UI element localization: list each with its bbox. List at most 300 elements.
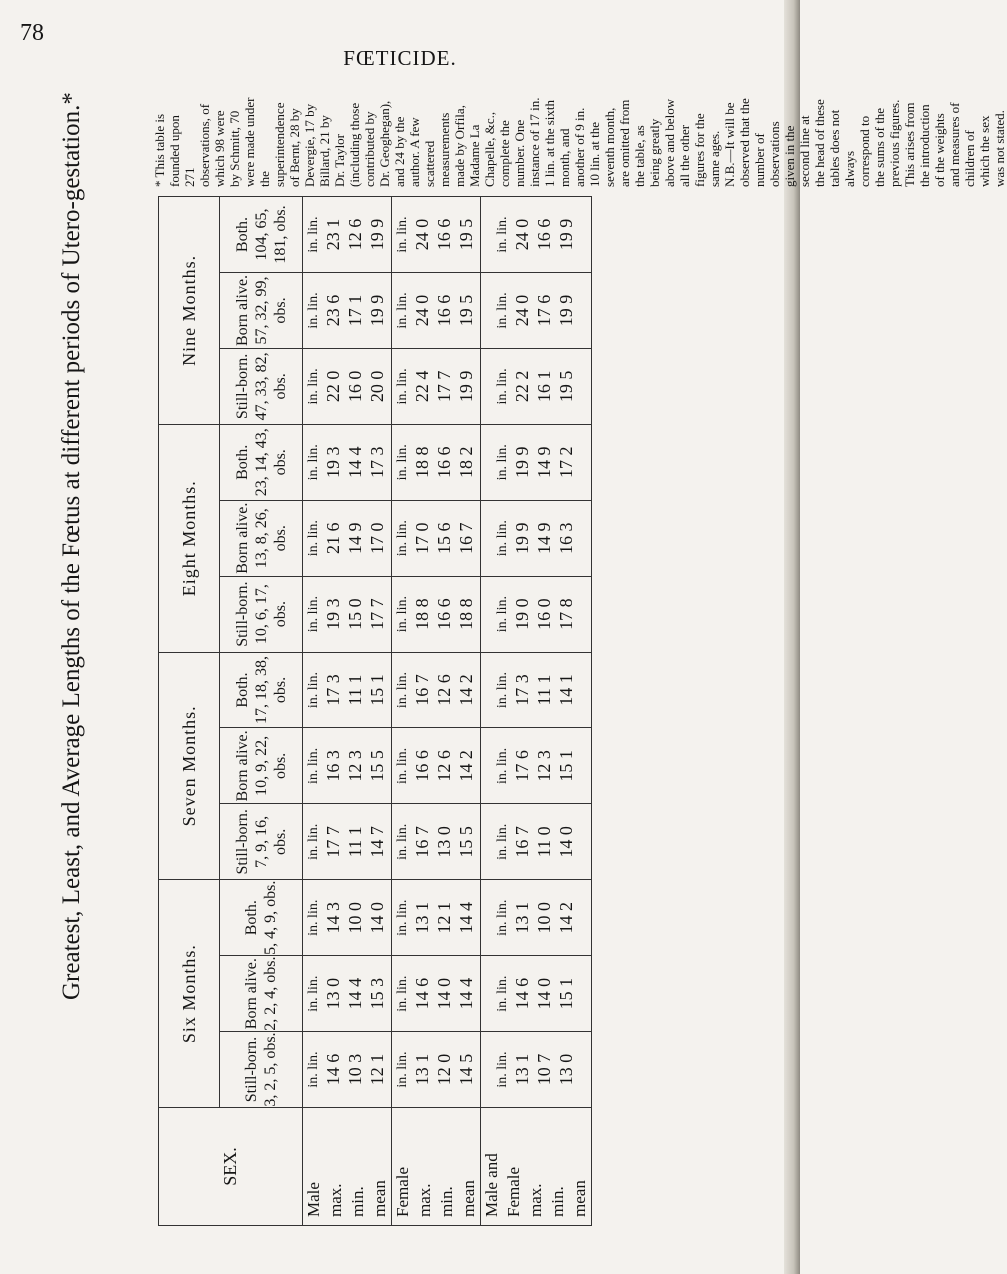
inches-value: 16 bbox=[412, 687, 432, 706]
inches-value: 18 bbox=[456, 611, 476, 630]
measurement-cell bbox=[392, 273, 481, 349]
lines-value: 0 bbox=[412, 522, 432, 532]
unit-lin: lin. bbox=[306, 671, 321, 691]
inches-value: 13 bbox=[512, 915, 532, 934]
inches-value: 15 bbox=[367, 763, 387, 782]
observation-count: 13, 8, 26, obs. bbox=[252, 508, 289, 569]
lines-value: 0 bbox=[434, 1053, 454, 1063]
lines-value: 3 bbox=[323, 750, 343, 760]
unit-in: in. bbox=[306, 390, 321, 405]
inches-value: 21 bbox=[323, 535, 343, 554]
unit-lin: lin. bbox=[495, 975, 510, 994]
unit-lin: lin. bbox=[395, 596, 410, 615]
lines-value: 7 bbox=[412, 674, 432, 684]
inches-value: 14 bbox=[323, 1067, 343, 1086]
inches-value: 19 bbox=[512, 460, 532, 479]
column-header bbox=[220, 500, 303, 576]
measurement-cell bbox=[303, 424, 392, 500]
inches-value: 18 bbox=[412, 460, 432, 479]
measurement-cell bbox=[481, 424, 592, 500]
inches-value: 23 bbox=[323, 232, 343, 251]
measurement-cell bbox=[303, 576, 392, 652]
sex-row-label bbox=[392, 1108, 481, 1226]
observation-count: 5, 4, 9, obs. bbox=[262, 880, 279, 955]
inches-value: 11 bbox=[345, 688, 365, 706]
lines-value: 2 bbox=[456, 674, 476, 684]
inches-value: 12 bbox=[367, 1067, 387, 1086]
inches-value: 12 bbox=[434, 763, 454, 782]
stat-label: min. bbox=[548, 1186, 567, 1217]
lines-value: 7 bbox=[534, 1053, 554, 1063]
unit-lin: lin. bbox=[495, 671, 510, 691]
unit-lin: lin. bbox=[306, 975, 321, 994]
unit-in: in. bbox=[495, 541, 510, 557]
measurement-cell bbox=[392, 500, 481, 576]
lines-value: 0 bbox=[534, 598, 554, 608]
lines-value: 2 bbox=[556, 901, 576, 911]
measurement-cell bbox=[303, 348, 392, 424]
inches-value: 17 bbox=[367, 611, 387, 630]
lines-value: 9 bbox=[345, 522, 365, 532]
lines-value: 6 bbox=[434, 750, 454, 760]
sex-name: Male bbox=[304, 1182, 323, 1217]
unit-lin: lin. bbox=[495, 520, 510, 539]
lines-value: 0 bbox=[512, 598, 532, 608]
lines-value: 1 bbox=[512, 901, 532, 911]
stat-label: max. bbox=[326, 1183, 345, 1217]
inches-value: 16 bbox=[412, 839, 432, 858]
lines-value: 0 bbox=[412, 294, 432, 304]
inches-value: 16 bbox=[512, 839, 532, 858]
lines-value: 4 bbox=[456, 901, 476, 911]
unit-in: in. bbox=[306, 693, 321, 709]
column-header bbox=[220, 956, 303, 1032]
observation-count: 10, 9, 22, obs. bbox=[252, 735, 289, 796]
stat-label: mean bbox=[370, 1180, 389, 1217]
unit-in: in. bbox=[306, 466, 321, 481]
lines-value: 6 bbox=[412, 750, 432, 760]
lines-value: 0 bbox=[412, 218, 432, 228]
lines-value: 1 bbox=[345, 826, 365, 836]
unit-in: in. bbox=[495, 238, 510, 253]
lines-value: 2 bbox=[456, 446, 476, 456]
footnote-sources: * This table is founded upon 271 observations, of which 98 were by Schmitt, 70 were made under the superintendence of Bernt, 28 by Devergie, 17 by Billard, 21 by Dr. Taylor (including those contributed by Dr. Geoghegan), and 24 by the author. A few scattered measurements made by Orfila, Madame La Chapelle, &c., complete the number. One instance of 17 in. 1 lin. at the sixth month, and another of 9 in. 10 lin. at the seventh month, are omitted from the table, as being greatly above and below all the other figures for the same ages. bbox=[152, 97, 722, 187]
inches-value: 14 bbox=[556, 687, 576, 706]
measurement-cell bbox=[303, 500, 392, 576]
inches-value: 17 bbox=[323, 839, 343, 858]
inches-value: 14 bbox=[456, 687, 476, 706]
column-header bbox=[220, 576, 303, 652]
measurement-cell bbox=[303, 1032, 392, 1108]
lines-value: 4 bbox=[412, 370, 432, 380]
unit-lin: lin. bbox=[306, 444, 321, 463]
unit-lin: lin. bbox=[306, 823, 321, 843]
lines-value: 1 bbox=[412, 901, 432, 911]
inches-value: 19 bbox=[456, 384, 476, 403]
observation-count: 104, 65, 181, obs. bbox=[252, 205, 289, 264]
unit-lin: lin. bbox=[495, 216, 510, 235]
lines-value: 3 bbox=[323, 901, 343, 911]
inches-value: 19 bbox=[367, 308, 387, 327]
lines-value: 9 bbox=[556, 218, 576, 228]
lines-value: 1 bbox=[556, 750, 576, 760]
lines-value: 0 bbox=[434, 826, 454, 836]
measurement-cell bbox=[481, 576, 592, 652]
observation-count: 23, 14, 43, obs. bbox=[252, 428, 289, 497]
unit-in: in. bbox=[395, 541, 410, 557]
lines-value: 1 bbox=[367, 1053, 387, 1063]
lines-value: 6 bbox=[512, 750, 532, 760]
stat-label: mean bbox=[459, 1180, 478, 1217]
unit-in: in. bbox=[306, 1073, 321, 1088]
column-type: Still-born. bbox=[243, 1036, 260, 1103]
measurement-cell bbox=[392, 424, 481, 500]
inches-value: 13 bbox=[323, 991, 343, 1010]
lines-value: 3 bbox=[367, 977, 387, 987]
sex-name: Male and Female bbox=[482, 1153, 523, 1217]
inches-value: 14 bbox=[456, 991, 476, 1010]
unit-lin: lin. bbox=[395, 368, 410, 387]
unit-in: in. bbox=[495, 997, 510, 1012]
column-type: Still-born. bbox=[233, 581, 251, 647]
unit-lin: lin. bbox=[395, 747, 410, 767]
column-type: Both. bbox=[233, 444, 251, 480]
running-head: FŒTICIDE. bbox=[343, 46, 457, 70]
inches-value: 16 bbox=[534, 232, 554, 251]
inches-value: 17 bbox=[512, 763, 532, 782]
observation-count: 3, 2, 5, obs. bbox=[262, 1032, 279, 1107]
inches-value: 14 bbox=[512, 991, 532, 1010]
inches-value: 14 bbox=[345, 535, 365, 554]
lines-value: 2 bbox=[556, 446, 576, 456]
lines-value: 3 bbox=[556, 522, 576, 532]
inches-value: 14 bbox=[534, 460, 554, 479]
column-header bbox=[220, 880, 303, 956]
foetus-length-table bbox=[158, 196, 592, 1226]
group-header: Nine Months. bbox=[159, 197, 220, 425]
column-header bbox=[220, 197, 303, 273]
unit-in: in. bbox=[306, 997, 321, 1012]
lines-value: 6 bbox=[434, 598, 454, 608]
unit-lin: lin. bbox=[495, 368, 510, 387]
inches-value: 14 bbox=[534, 991, 554, 1010]
stat-label: mean bbox=[570, 1180, 589, 1217]
measurement-cell bbox=[392, 348, 481, 424]
unit-in: in. bbox=[495, 314, 510, 329]
footnotes bbox=[152, 97, 1007, 187]
column-type: Both. bbox=[233, 216, 251, 253]
unit-lin: lin. bbox=[306, 292, 321, 311]
inches-value: 22 bbox=[323, 384, 343, 403]
unit-in: in. bbox=[395, 1073, 410, 1088]
lines-value: 9 bbox=[456, 370, 476, 380]
inches-value: 12 bbox=[434, 1067, 454, 1086]
inches-value: 11 bbox=[534, 688, 554, 706]
measurement-cell bbox=[481, 500, 592, 576]
inches-value: 10 bbox=[534, 915, 554, 934]
unit-lin: lin. bbox=[306, 520, 321, 539]
lines-value: 1 bbox=[434, 901, 454, 911]
lines-value: 5 bbox=[367, 750, 387, 760]
lines-value: 4 bbox=[456, 977, 476, 987]
lines-value: 6 bbox=[534, 218, 554, 228]
inches-value: 15 bbox=[367, 991, 387, 1010]
unit-lin: lin. bbox=[495, 596, 510, 615]
inches-value: 16 bbox=[556, 535, 576, 554]
observation-count: 10, 6, 17, obs. bbox=[252, 584, 289, 645]
inches-value: 19 bbox=[512, 535, 532, 554]
lines-value: 3 bbox=[323, 446, 343, 456]
lines-value: 0 bbox=[345, 370, 365, 380]
inches-value: 10 bbox=[345, 915, 365, 934]
measurement-cell bbox=[481, 880, 592, 956]
unit-in: in. bbox=[395, 693, 410, 709]
inches-value: 12 bbox=[434, 915, 454, 934]
inches-value: 15 bbox=[456, 839, 476, 858]
inches-value: 14 bbox=[456, 1067, 476, 1086]
lines-value: 0 bbox=[323, 370, 343, 380]
unit-in: in. bbox=[395, 238, 410, 253]
inches-value: 14 bbox=[456, 763, 476, 782]
inches-value: 13 bbox=[556, 1067, 576, 1086]
observation-count: 2, 2, 4, obs. bbox=[262, 956, 279, 1031]
measurement-cell bbox=[392, 956, 481, 1032]
column-type: Born alive. bbox=[233, 274, 251, 347]
stat-label: min. bbox=[348, 1186, 367, 1217]
lines-value: 6 bbox=[434, 294, 454, 304]
lines-value: 6 bbox=[434, 522, 454, 532]
unit-lin: lin. bbox=[495, 899, 510, 918]
unit-lin: lin. bbox=[306, 747, 321, 767]
unit-in: in. bbox=[306, 769, 321, 785]
lines-value: 8 bbox=[556, 598, 576, 608]
lines-value: 0 bbox=[323, 977, 343, 987]
lines-value: 0 bbox=[367, 370, 387, 380]
lines-value: 3 bbox=[345, 750, 365, 760]
lines-value: 3 bbox=[534, 750, 554, 760]
inches-value: 15 bbox=[345, 611, 365, 630]
inches-value: 14 bbox=[434, 991, 454, 1010]
inches-value: 16 bbox=[323, 763, 343, 782]
inches-value: 17 bbox=[323, 687, 343, 706]
unit-in: in. bbox=[495, 466, 510, 481]
inches-value: 16 bbox=[345, 384, 365, 403]
unit-lin: lin. bbox=[306, 899, 321, 918]
column-type: Still-born. bbox=[233, 809, 251, 875]
observation-count: 17, 18, 38, obs. bbox=[252, 656, 289, 725]
inches-value: 15 bbox=[556, 763, 576, 782]
lines-value: 7 bbox=[367, 826, 387, 836]
column-header bbox=[220, 652, 303, 728]
inches-value: 14 bbox=[323, 915, 343, 934]
lines-value: 7 bbox=[323, 826, 343, 836]
lines-value: 0 bbox=[556, 1053, 576, 1063]
inches-value: 16 bbox=[434, 232, 454, 251]
inches-value: 19 bbox=[456, 232, 476, 251]
lines-value: 6 bbox=[323, 522, 343, 532]
measurement-cell bbox=[392, 652, 481, 728]
unit-in: in. bbox=[395, 845, 410, 860]
lines-value: 5 bbox=[456, 826, 476, 836]
measurement-cell bbox=[392, 197, 481, 273]
lines-value: 0 bbox=[345, 901, 365, 911]
lines-value: 7 bbox=[434, 370, 454, 380]
lines-value: 0 bbox=[556, 826, 576, 836]
unit-lin: lin. bbox=[395, 292, 410, 311]
measurement-cell bbox=[481, 652, 592, 728]
lines-value: 0 bbox=[434, 977, 454, 987]
lines-value: 6 bbox=[534, 294, 554, 304]
group-header: Eight Months. bbox=[159, 424, 220, 652]
inches-value: 13 bbox=[412, 1067, 432, 1086]
lines-value: 1 bbox=[367, 674, 387, 684]
inches-value: 19 bbox=[367, 232, 387, 251]
unit-in: in. bbox=[495, 845, 510, 860]
unit-in: in. bbox=[306, 238, 321, 253]
unit-in: in. bbox=[306, 541, 321, 557]
lines-value: 5 bbox=[456, 218, 476, 228]
lines-value: 9 bbox=[367, 218, 387, 228]
column-header bbox=[220, 804, 303, 880]
column-header bbox=[220, 1032, 303, 1108]
rotated-table-block bbox=[152, 96, 1007, 1232]
observation-count: 57, 32, 99, obs. bbox=[252, 276, 289, 345]
column-type: Both. bbox=[243, 900, 260, 936]
lines-value: 9 bbox=[512, 446, 532, 456]
inches-value: 14 bbox=[367, 839, 387, 858]
unit-lin: lin. bbox=[495, 823, 510, 843]
measurement-cell bbox=[303, 197, 392, 273]
lines-value: 0 bbox=[534, 977, 554, 987]
inches-value: 14 bbox=[367, 915, 387, 934]
inches-value: 10 bbox=[345, 1067, 365, 1086]
inches-value: 19 bbox=[456, 308, 476, 327]
unit-in: in. bbox=[306, 921, 321, 936]
inches-value: 17 bbox=[412, 535, 432, 554]
column-header bbox=[220, 273, 303, 349]
inches-value: 14 bbox=[345, 460, 365, 479]
lines-value: 1 bbox=[345, 674, 365, 684]
stat-label: min. bbox=[437, 1186, 456, 1217]
sex-row-label bbox=[481, 1108, 592, 1226]
lines-value: 1 bbox=[556, 674, 576, 684]
table-caption: Greatest, Least, and Average Lengths of the Fœtus at different periods of Utero-gestation.* bbox=[58, 92, 85, 1000]
lines-value: 3 bbox=[323, 674, 343, 684]
measurement-cell bbox=[481, 728, 592, 804]
lines-value: 5 bbox=[556, 370, 576, 380]
lines-value: 0 bbox=[367, 901, 387, 911]
inches-value: 12 bbox=[534, 763, 554, 782]
measurement-cell bbox=[303, 273, 392, 349]
lines-value: 1 bbox=[323, 218, 343, 228]
inches-value: 15 bbox=[556, 991, 576, 1010]
inches-value: 15 bbox=[367, 687, 387, 706]
inches-value: 13 bbox=[512, 1067, 532, 1086]
observation-count: 7, 9, 16, obs. bbox=[252, 815, 289, 868]
lines-value: 3 bbox=[323, 598, 343, 608]
lines-value: 7 bbox=[456, 522, 476, 532]
lines-value: 3 bbox=[345, 1053, 365, 1063]
inches-value: 17 bbox=[367, 535, 387, 554]
inches-value: 17 bbox=[556, 460, 576, 479]
inches-value: 14 bbox=[534, 535, 554, 554]
unit-lin: lin. bbox=[306, 368, 321, 387]
unit-lin: lin. bbox=[495, 747, 510, 767]
lines-value: 6 bbox=[323, 1053, 343, 1063]
unit-lin: lin. bbox=[306, 596, 321, 615]
unit-in: in. bbox=[306, 314, 321, 329]
measurement-cell bbox=[481, 804, 592, 880]
lines-value: 6 bbox=[512, 977, 532, 987]
inches-value: 22 bbox=[412, 384, 432, 403]
group-header: Seven Months. bbox=[159, 652, 220, 880]
inches-value: 18 bbox=[412, 611, 432, 630]
lines-value: 7 bbox=[412, 826, 432, 836]
lines-value: 8 bbox=[412, 598, 432, 608]
inches-value: 24 bbox=[412, 308, 432, 327]
lines-value: 0 bbox=[512, 294, 532, 304]
column-type: Still-born. bbox=[233, 353, 251, 420]
lines-value: 9 bbox=[534, 446, 554, 456]
column-type: Born alive. bbox=[233, 730, 251, 802]
measurement-cell bbox=[392, 804, 481, 880]
unit-in: in. bbox=[495, 1073, 510, 1088]
measurement-cell bbox=[392, 1032, 481, 1108]
lines-value: 0 bbox=[512, 218, 532, 228]
lines-value: 9 bbox=[367, 294, 387, 304]
lines-value: 0 bbox=[345, 598, 365, 608]
lines-value: 1 bbox=[412, 1053, 432, 1063]
inches-value: 17 bbox=[367, 460, 387, 479]
unit-in: in. bbox=[495, 769, 510, 785]
inches-value: 19 bbox=[556, 308, 576, 327]
inches-value: 14 bbox=[556, 915, 576, 934]
inches-value: 18 bbox=[456, 460, 476, 479]
inches-value: 13 bbox=[434, 839, 454, 858]
column-header bbox=[220, 728, 303, 804]
inches-value: 14 bbox=[412, 991, 432, 1010]
lines-value: 6 bbox=[434, 446, 454, 456]
unit-in: in. bbox=[495, 390, 510, 405]
inches-value: 20 bbox=[367, 384, 387, 403]
inches-value: 15 bbox=[434, 535, 454, 554]
unit-lin: lin. bbox=[395, 520, 410, 539]
measurement-cell bbox=[392, 728, 481, 804]
lines-value: 3 bbox=[512, 674, 532, 684]
inches-value: 22 bbox=[512, 384, 532, 403]
inches-value: 19 bbox=[323, 611, 343, 630]
unit-lin: lin. bbox=[306, 216, 321, 235]
inches-value: 13 bbox=[412, 915, 432, 934]
stat-label: max. bbox=[526, 1183, 545, 1217]
lines-value: 0 bbox=[534, 826, 554, 836]
column-type: Both. bbox=[233, 672, 251, 708]
unit-lin: lin. bbox=[495, 292, 510, 311]
inches-value: 16 bbox=[534, 384, 554, 403]
unit-in: in. bbox=[395, 997, 410, 1012]
lines-value: 2 bbox=[512, 370, 532, 380]
inches-value: 19 bbox=[512, 611, 532, 630]
lines-value: 1 bbox=[534, 674, 554, 684]
inches-value: 16 bbox=[534, 611, 554, 630]
lines-value: 1 bbox=[512, 1053, 532, 1063]
measurement-cell bbox=[481, 273, 592, 349]
unit-lin: lin. bbox=[395, 975, 410, 994]
unit-in: in. bbox=[495, 921, 510, 936]
inches-value: 12 bbox=[345, 232, 365, 251]
unit-lin: lin. bbox=[495, 1051, 510, 1070]
group-header: Six Months. bbox=[159, 880, 220, 1108]
